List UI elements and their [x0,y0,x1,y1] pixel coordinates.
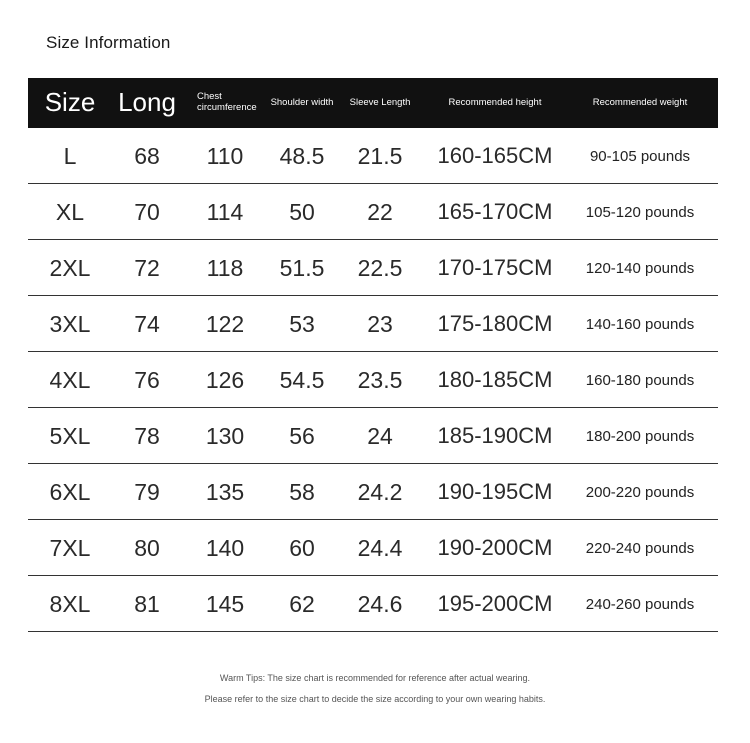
cell-height: 190-200CM [437,535,553,560]
cell-sleeve: 24 [367,422,393,449]
cell-sleeve: 22 [367,198,393,225]
cell-sleeve: 21.5 [357,142,403,169]
cell-size: 4XL [49,366,91,393]
header-chest-line1: Chest [197,91,222,103]
table-row [28,464,718,520]
cell-shoulder: 53 [289,310,315,337]
cell-height: 190-195CM [437,479,553,504]
cell-size: 2XL [49,254,91,281]
cell-chest: 126 [205,366,245,393]
header-chest-line2: circumference [197,102,257,113]
cell-long: 81 [134,590,160,617]
table-row [28,184,718,240]
cell-chest: 140 [205,534,245,561]
cell-shoulder: 48.5 [279,142,325,169]
cell-height: 195-200CM [437,591,553,616]
cell-size: 5XL [49,422,91,449]
header-height: Recommended height [448,96,542,108]
cell-chest: 110 [206,142,244,169]
header-shoulder: Shoulder width [270,96,334,108]
cell-long: 80 [134,534,160,561]
cell-long: 72 [134,254,160,281]
cell-size: 6XL [49,478,91,505]
cell-weight: 220-240 pounds [585,539,695,557]
cell-size: 3XL [49,310,91,337]
header-sleeve: Sleeve Length [349,96,411,108]
cell-height: 175-180CM [437,311,553,336]
cell-weight: 90-105 pounds [589,147,691,165]
header-chest [197,78,267,128]
cell-chest: 122 [205,310,245,337]
header-weight: Recommended weight [592,96,688,108]
cell-weight: 105-120 pounds [585,203,695,221]
cell-height: 165-170CM [437,199,553,224]
cell-chest: 135 [205,478,245,505]
cell-size: 7XL [49,534,91,561]
cell-height: 170-175CM [437,255,553,280]
cell-shoulder: 56 [289,422,315,449]
cell-long: 79 [134,478,160,505]
cell-sleeve: 24.6 [357,590,403,617]
cell-long: 74 [134,310,160,337]
page-title: Size Information [46,33,171,52]
cell-long: 68 [134,142,160,169]
header-size: Size [44,87,96,118]
cell-weight: 120-140 pounds [585,259,695,277]
cell-size: L [63,142,77,169]
cell-shoulder: 58 [289,478,315,505]
cell-size: 8XL [49,590,91,617]
cell-sleeve: 22.5 [357,254,403,281]
cell-shoulder: 51.5 [279,254,325,281]
cell-sleeve: 23 [367,310,393,337]
header-long: Long [118,87,176,118]
cell-long: 70 [134,198,160,225]
cell-sleeve: 23.5 [357,366,403,393]
table-row [28,240,718,296]
size-table [28,78,718,632]
table-header [28,78,718,128]
cell-height: 180-185CM [437,367,553,392]
cell-height: 160-165CM [437,143,553,168]
cell-chest: 114 [206,198,244,225]
table-row [28,576,718,632]
cell-weight: 240-260 pounds [585,595,695,613]
table-row [28,296,718,352]
table-row [28,408,718,464]
table-row [28,520,718,576]
cell-shoulder: 54.5 [279,366,325,393]
cell-weight: 160-180 pounds [585,371,695,389]
cell-size: XL [55,198,85,225]
warm-tip-line1: Warm Tips: The size chart is recommended for reference after actual wearing. [219,673,531,683]
cell-shoulder: 60 [289,534,315,561]
table-row [28,128,718,184]
warm-tip-line2: Please refer to the size chart to decide the size according to your own wearing habits. [204,694,546,704]
cell-height: 185-190CM [437,423,553,448]
cell-chest: 130 [205,422,245,449]
cell-chest: 118 [206,254,244,281]
cell-weight: 180-200 pounds [585,427,695,445]
cell-long: 76 [134,366,160,393]
table-row [28,352,718,408]
cell-sleeve: 24.2 [357,478,403,505]
cell-shoulder: 50 [289,198,315,225]
cell-long: 78 [134,422,160,449]
table-body [28,128,718,632]
cell-weight: 140-160 pounds [585,315,695,333]
cell-weight: 200-220 pounds [585,483,695,501]
cell-shoulder: 62 [289,590,315,617]
cell-chest: 145 [205,590,245,617]
cell-sleeve: 24.4 [357,534,403,561]
